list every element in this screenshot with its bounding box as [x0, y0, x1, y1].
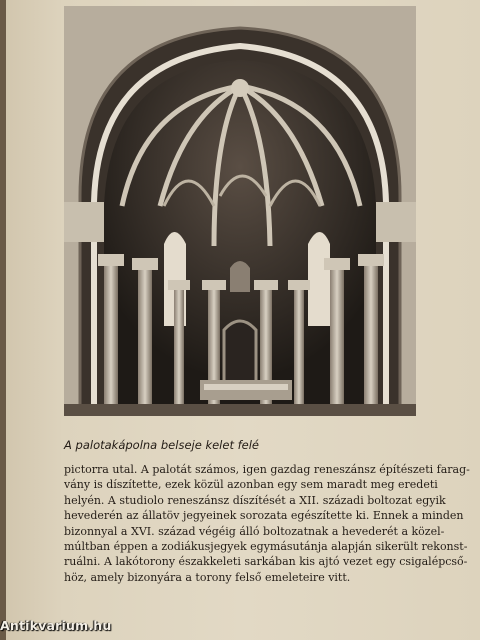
body-line: bizonnyal a XVI. század végéig álló boltozatnak a hevederét a közel-: [64, 524, 445, 538]
body-paragraph: [64, 462, 470, 585]
body-line: hevederén az állatöv jegyeinek sorozata egészítette ki. Ennek a minden: [64, 509, 464, 523]
body-line: vány is díszítette, ezek közül azonban egy sem maradt meg eredeti: [64, 478, 438, 492]
figure-caption: A palotakápolna belseje kelet felé: [64, 438, 260, 452]
watermark: Antikvarium.hu: [0, 618, 112, 633]
book-page: [6, 0, 480, 640]
body-line: helyén. A studiolo reneszánsz díszítését a XII. századi boltozat egyik: [64, 493, 446, 507]
body-line: pictorra utal. A palotát számos, igen gazdag reneszánsz építészeti farag-: [64, 463, 470, 476]
body-line: ruálni. A lakótorony északkeleti sarkában kis ajtó vezet egy csigalépcső-: [64, 555, 468, 569]
chapel-interior-photo: [64, 6, 416, 416]
body-line: höz, amely bizonyára a torony felső emeleteire vitt.: [64, 570, 351, 584]
body-line: múltban éppen a zodiákusjegyek egymásutánja alapján sikerült rekonst-: [64, 540, 468, 554]
